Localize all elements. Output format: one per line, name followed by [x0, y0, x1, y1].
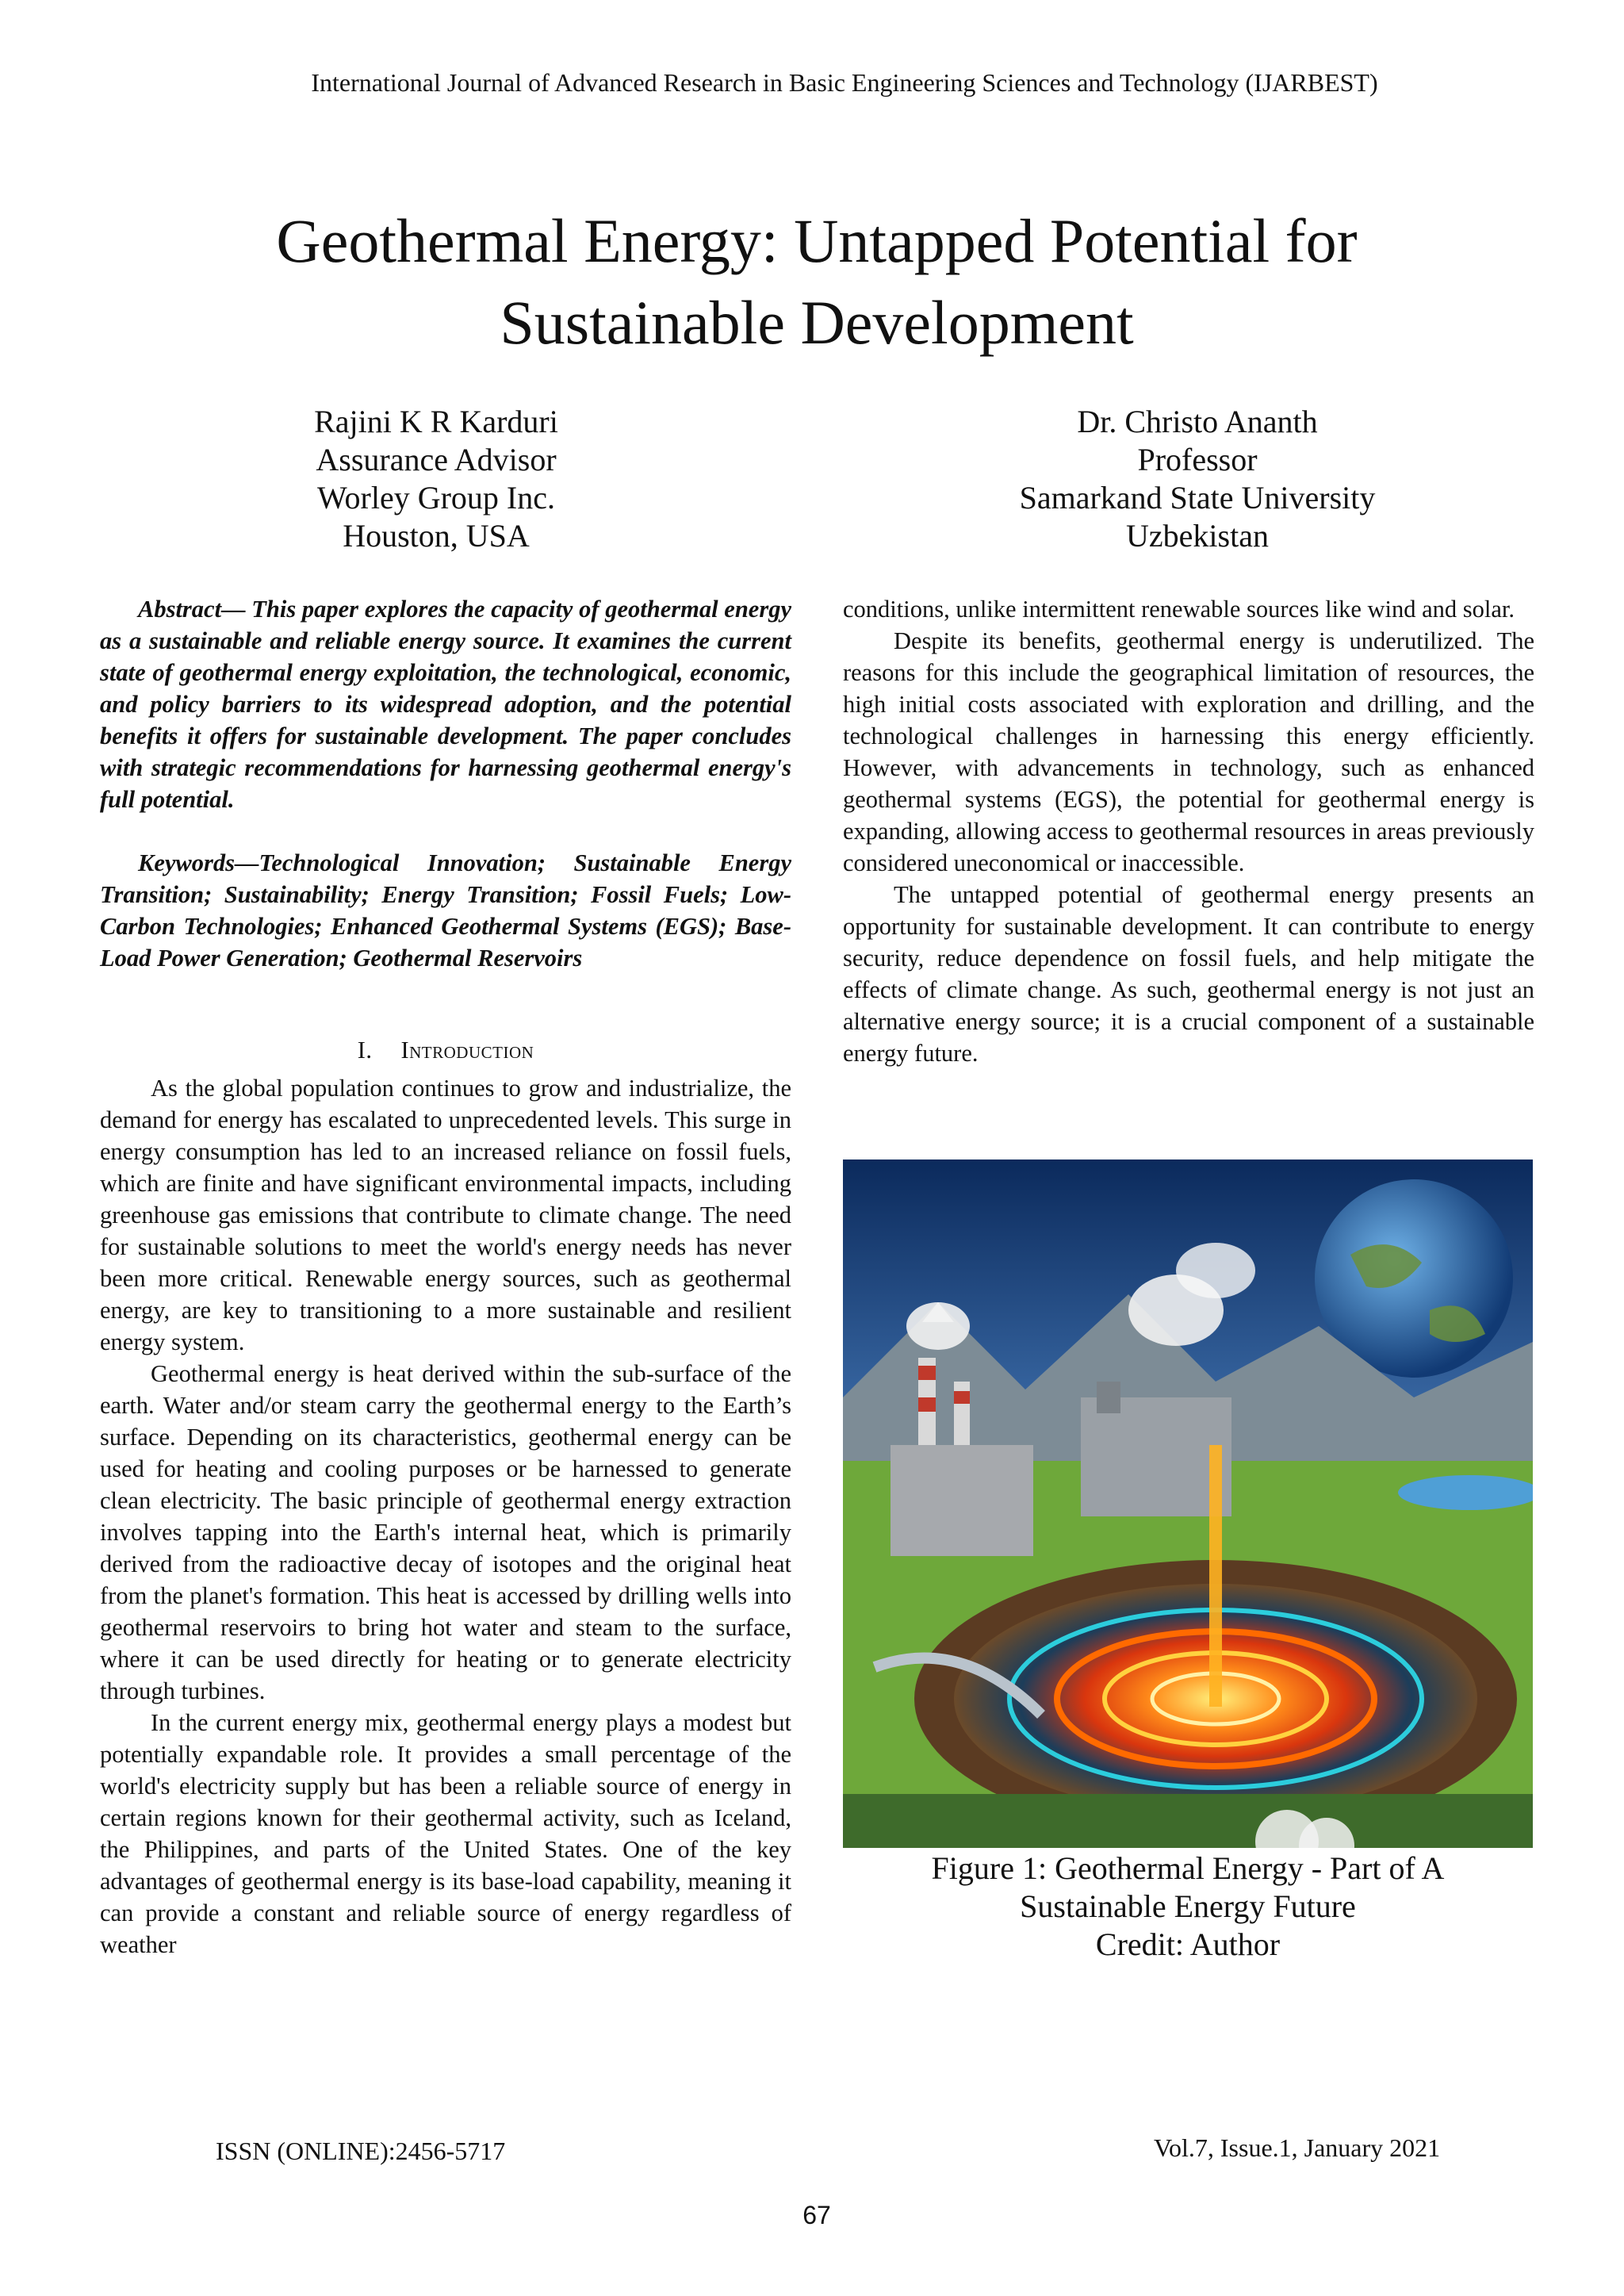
- author-organization: Worley Group Inc.: [316, 480, 556, 516]
- figure-caption: [843, 1849, 1533, 1964]
- geothermal-illustration: [843, 1159, 1533, 1848]
- power-plant: [891, 1445, 1033, 1556]
- plant-tower: [1097, 1382, 1120, 1413]
- body-paragraph: The untapped potential of geothermal energy presents an opportunity for sustainable development. It can contribute to energy security, reduce dependence on fossil fuels, and help mitigate the effects of climate change. As such, geothermal energy is not just an alternative energy source; it is a crucial component of a sustainable energy future.: [843, 881, 1534, 1067]
- journal-header: International Journal of Advanced Research in Basic Engineering Sciences and Technology (IJARBEST): [311, 68, 1378, 97]
- chimney-stripe: [954, 1391, 970, 1404]
- section-title: Introduction: [400, 1037, 534, 1064]
- caption-credit: Credit: Author: [1095, 1926, 1281, 1962]
- author-name: Dr. Christo Ananth: [1077, 404, 1318, 439]
- figure-geothermal-illustration: [843, 1159, 1533, 1848]
- footer-issn: ISSN (ONLINE):2456-5717: [216, 2137, 506, 2165]
- caption-line: Figure 1: Geothermal Energy - Part of A: [931, 1850, 1445, 1886]
- steam-plume: [906, 1302, 970, 1350]
- body-paragraph: Geothermal energy is heat derived within the sub-surface of the earth. Water and/or steam carry the geothermal energy to the Earth’s surface. Depending on its characteristics, geothermal energy can be used for heating and cooling purposes or be harnessed to generate clean electricity. The basic principle of geothermal energy extraction involves tapping into the Earth's internal heat, which is primarily derived from the radioactive decay of isotopes and the original heat from the planet's formation. This heat is accessed by drilling wells into geothermal reservoirs to bring hot water and steam to the surface, where it can be used directly for heating or to generate electricity through turbines.: [100, 1360, 791, 1704]
- author-role: Professor: [1137, 442, 1258, 477]
- body-paragraph: As the global population continues to grow and industrialize, the demand for energy has escalated to unprecedented levels. This surge in energy consumption has led to an increased reliance on fossil fuels, which are finite and have significant environmental impacts, including greenhouse gas emissions that contribute to climate change. The need for sustainable solutions to meet the world's energy needs has never been more critical. Renewable energy sources, such as geothermal energy, are key to transitioning to a more sustainable and resilient energy system.: [100, 1075, 791, 1355]
- title-line-2: Sustainable Development: [500, 288, 1134, 357]
- heat-beam: [1209, 1445, 1222, 1707]
- body-paragraph: Despite its benefits, geothermal energy is underutilized. The reasons for this include the geographical limitation of resources, the high initial costs associated with exploration and drilling, and the technological challenges in harnessing this energy efficiently. However, with advancements in technology, such as enhanced geothermal systems (EGS), the potential for geothermal energy is expanding, allowing access to geothermal resources in areas previously considered uneconomical or inaccessible.: [843, 627, 1534, 876]
- body-paragraph: In the current energy mix, geothermal energy plays a modest but potentially expandable role. It provides a small percentage of the world's electricity supply but has been a reliable source of energy in certain regions known for their geothermal activity, such as Iceland, the Philippines, and parts of the United States. One of the key advantages of geothermal energy is its base-load capability, meaning it can provide a constant and reliable source of energy regardless of weather: [100, 1709, 791, 1958]
- author-location: Uzbekistan: [1126, 518, 1269, 554]
- body-paragraph: conditions, unlike intermittent renewable sources like wind and solar.: [843, 596, 1515, 623]
- geothermal-plant: [1081, 1397, 1231, 1516]
- author-organization: Samarkand State University: [1019, 480, 1376, 516]
- right-column: [843, 593, 1534, 1069]
- author-block-2: [975, 403, 1419, 555]
- keywords: Keywords—Technological Innovation; Sustainable Energy Transition; Sustainability; Energy Transition; Fossil Fuels; Low-Carbon Technologies; Enhanced Geothermal Systems (EGS); Base-Load Power Generation; Geothermal Reservoirs: [100, 849, 791, 972]
- chimney-stripe: [918, 1397, 936, 1412]
- abstract: Abstract— This paper explores the capacity of geothermal energy as a sustainable and reliable energy source. It examines the current state of geothermal energy exploitation, the technological, economic, and policy barriers to its widespread adoption, and the potential benefits it offers for sustainable development. The paper concludes with strategic recommendations for harnessing geothermal energy's full potential.: [100, 596, 791, 813]
- caption-line: Sustainable Energy Future: [1020, 1888, 1356, 1924]
- chimney-stripe: [918, 1366, 936, 1380]
- paper-title: [127, 200, 1507, 363]
- author-block-1: [262, 403, 611, 555]
- steam-plume: [1176, 1243, 1255, 1298]
- section-heading: [100, 1034, 791, 1066]
- title-line-1: Geothermal Energy: Untapped Potential for: [276, 206, 1358, 275]
- author-role: Assurance Advisor: [316, 442, 557, 477]
- footer-volume: Vol.7, Issue.1, January 2021: [1154, 2133, 1441, 2162]
- section-number: I.: [357, 1037, 373, 1064]
- foreground-trees: [843, 1794, 1533, 1848]
- page-number: 67: [802, 2201, 831, 2229]
- author-name: Rajini K R Karduri: [314, 404, 558, 439]
- author-location: Houston, USA: [343, 518, 530, 554]
- left-column: [100, 593, 791, 1961]
